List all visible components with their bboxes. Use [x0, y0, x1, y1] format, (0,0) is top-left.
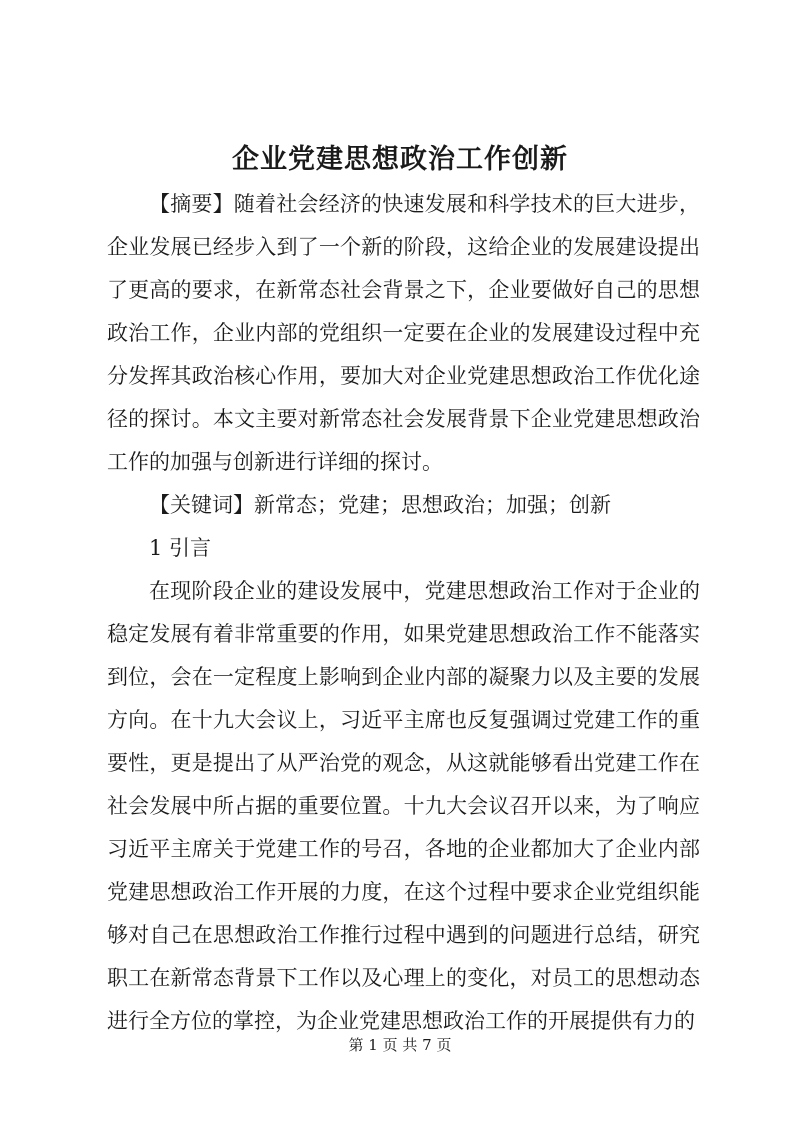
document-title: 企业党建思想政治工作创新 — [232, 144, 568, 175]
document-body — [107, 183, 700, 1043]
section-heading: 1 引言 — [149, 536, 212, 560]
abstract-paragraph: 【摘要】随着社会经济的快速发展和科学技术的巨大进步，企业发展已经步入到了一个新的阶段，这给企业的发展建设提出了更高的要求，在新常态社会背景之下，企业要做好自己的思想政治工作，企业内部的党组织一定要在企业的发展建设过程中充分发挥其政治核心作用，要加大对企业党建思想政治工作优化途径的探讨。本文主要对新常态社会发展背景下企业党建思想政治工作的加强与创新进行详细的探讨。 — [107, 192, 700, 474]
page-footer: 第 1 页 共 7 页 — [348, 1036, 452, 1054]
keywords-paragraph: 【关键词】新常态；党建；思想政治；加强；创新 — [149, 493, 611, 517]
intro-paragraph: 在现阶段企业的建设发展中，党建思想政治工作对于企业的稳定发展有着非常重要的作用，如果党建思想政治工作不能落实到位，会在一定程度上影响到企业内部的凝聚力以及主要的发展方向。在十九大会议上，习近平主席也反复强调过党建工作的重要性，更是提出了从严治党的观念，从这就能够看出党建工作在社会发展中所占据的重要位置。十九大会议召开以来，为了响应习近平主席关于党建工作的号召，各地的企业都加大了企业内部党建思想政治工作开展的力度，在这个过程中要求企业党组织能够对自己在思想政治工作推行过程中遇到的问题进行总结，研究职工在新常态背景下工作以及心理上的变化，对员工的思想动态进行全方位的掌控，为企业党建思想政治工作的开展提供有力的 — [107, 579, 700, 1033]
